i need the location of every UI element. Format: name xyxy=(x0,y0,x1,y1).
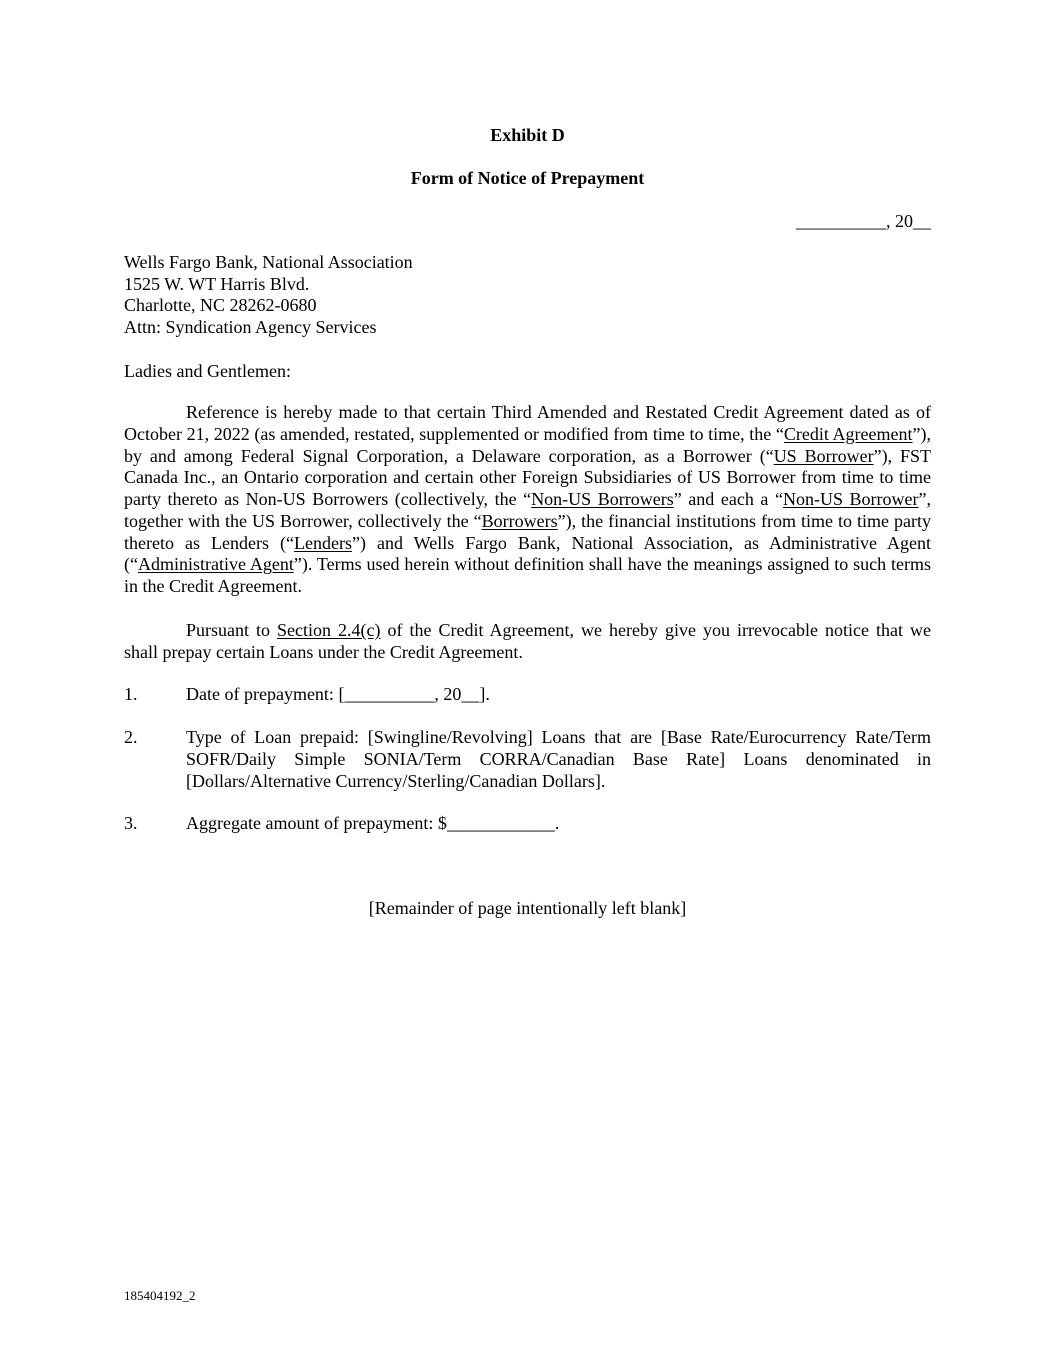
defined-term-credit-agreement: Credit Agreement xyxy=(783,423,913,444)
reference-text-2: ”), by and among Federal Signal Corporation, a Delaware corporation, as a Borrower (“ xyxy=(124,423,932,466)
address-line-2: 1525 W. WT Harris Blvd. xyxy=(124,273,310,294)
defined-term-administrative-agent: Administrative Agent xyxy=(137,554,294,575)
reference-text-1: Reference is hereby made to that certain Third Amended and Restated Credit Agreement dated as of October 21, 2022 (as amended, restated, supplemented or modified from time to time, the “ xyxy=(124,402,931,444)
defined-term-non-us-borrower: Non-US Borrower xyxy=(782,489,919,509)
item-text: Date of prepayment: [__________, 20__]. xyxy=(186,684,490,704)
remainder-note: [Remainder of page intentionally left blank] xyxy=(368,898,687,918)
item-text: Aggregate amount of prepayment: $____________. xyxy=(186,813,560,833)
form-title: Form of Notice of Prepayment xyxy=(410,168,645,188)
reference-text-8: ”). Terms used herein without definition shall have the meanings assigned to such terms in the Credit Agreement. xyxy=(124,554,931,596)
item-number: 2. xyxy=(124,727,138,747)
item-number: 1. xyxy=(124,684,138,704)
recipient-address xyxy=(124,252,413,339)
reference-text-5: ”, together with the US Borrower, collectively the “ xyxy=(124,489,931,531)
defined-term-lenders: Lenders xyxy=(294,532,352,553)
item-number: 3. xyxy=(124,813,138,833)
notice-text-1: Pursuant to xyxy=(186,620,278,640)
section-reference: Section 2.4(c) xyxy=(277,620,381,640)
reference-text-3: ”), FST Canada Inc., an Ontario corporation and certain other Foreign Subsidiaries of US Borrower from time to time party thereto as Non-US Borrowers (collectively, the “ xyxy=(124,445,932,509)
address-line-3: Charlotte, NC 28262-0680 xyxy=(124,295,317,316)
defined-term-us-borrower: US Borrower xyxy=(773,445,874,466)
item-text: Type of Loan prepaid: [Swingline/Revolving] Loans that are [Base Rate/Eurocurrency Rate/Term SOFR/Daily Simple SONIA/Term CORRA/Canadian Base Rate] Loans denominated in [Dollars/Alternative Currency/Sterling/Canadian Dollars]. xyxy=(186,727,931,791)
date-line: __________, 20__ xyxy=(796,211,931,231)
defined-term-borrowers: Borrowers xyxy=(481,510,558,531)
reference-text-4: ” and each a “ xyxy=(673,489,783,509)
reference-text-6: ”), the financial institutions from time to time party thereto as Lenders (“ xyxy=(124,510,931,553)
reference-text-7: ”) and Wells Fargo Bank, National Association, as Administrative Agent (“ xyxy=(124,532,931,575)
address-line-1: Wells Fargo Bank, National Association xyxy=(124,252,413,272)
reference-paragraph xyxy=(124,402,931,598)
defined-term-non-us-borrowers: Non-US Borrowers xyxy=(531,489,674,509)
document-id: 185404192_2 xyxy=(124,1288,196,1303)
exhibit-heading: Exhibit D xyxy=(490,125,565,145)
list-item xyxy=(124,813,931,835)
salutation: Ladies and Gentlemen: xyxy=(124,361,291,381)
list-item xyxy=(124,684,931,706)
notice-paragraph xyxy=(124,620,931,664)
address-line-4: Attn: Syndication Agency Services xyxy=(124,317,377,338)
notice-text-2: of the Credit Agreement, we hereby give you irrevocable notice that we shall prepay certain Loans under the Credit Agreement. xyxy=(124,620,931,662)
list-item xyxy=(124,727,931,792)
